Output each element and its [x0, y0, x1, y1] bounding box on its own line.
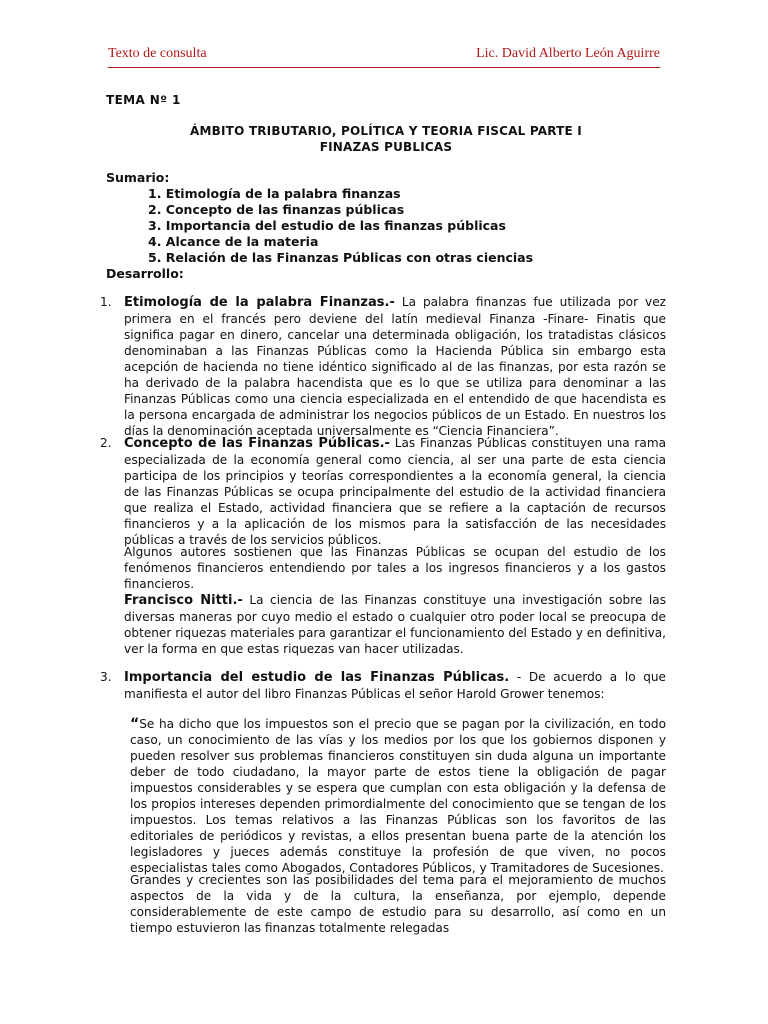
paragraph-algunos: Algunos autores sostienen que las Finanzas Públicas se ocupan del estudio de los fenómenos financieros entendiendo por tales a los ingresos financieros y a los gastos financieros.: [124, 545, 666, 591]
section-heading: Importancia del estudio de las Finanzas Públicas.: [124, 670, 510, 685]
quote-block: [130, 716, 666, 876]
header-right: Lic. David Alberto León Aguirre: [476, 46, 660, 61]
sumario-item: 4. Alcance de la materia: [148, 234, 319, 249]
sumario-list: [106, 186, 533, 266]
quote-text: Se ha dicho que los impuestos son el precio que se pagan por la civilización, en todo caso, un conocimiento de las vías y los medios por los que los gobiernos disponen y pueden resolver sus problemas financieros constituyen sin duda alguna un importante deber de todo ciudadano, la mayor parte de estos tiene la obligación de pagar impuestos considerables y se espera que cumplan con esta obligación y la defensa de los propios intereses dependen primordialmente del conocimiento que se tengan de los impuestos. Los temas relativos a las Finanzas Públicas son los favoritos de las editoriales de periódicos y revistas, a ellos presentan buena parte de la atención los legisladores y jueces además constituye la profesión de que viven, no pocos especialistas tales como Abogados, Contadores Públicos, y Tramitadores de Sucesiones.: [130, 717, 666, 875]
quote-mark: “: [130, 716, 140, 732]
section-1: [100, 294, 666, 439]
title-line-1: ÁMBITO TRIBUTARIO, POLÍTICA Y TEORIA FISCAL PARTE I: [190, 124, 582, 138]
section-body: Las Finanzas Públicas constituyen una rama especializada de la economía general como ciencia, al ser una parte de esta ciencia participa de los principios y teorías correspondientes a la economía general, la ciencia de las Finanzas Públicas se ocupa principalmente del estudio de la actividad financiera que realiza el Estado, actividad financiera que se refiere a la captación de recursos financieros y a la aplicación de los mismos para la satisfacción de las necesidades públicas a través de los servicios públicos.: [124, 436, 667, 547]
paragraph-nitti: [124, 592, 666, 657]
section-body: - De acuerdo a lo que manifiesta el autor del libro Finanzas Públicas el señor Harold Grower tenemos:: [124, 670, 666, 701]
section-body: La palabra finanzas fue utilizada por vez primera en el francés pero deviene del latín medieval Finanza -Finare- Finatis que significa pagar en dinero, cancelar una determinada obligación, los tratadistas clásicos denominaban a las Finanzas Públicas como la Hacienda Pública sin embargo esta acepción de hacienda no tiene idéntico significado al de las finanzas, por esta razón se ha derivado de la palabra hacendista que es lo que se utiliza para denominar a las Finanzas Públicas como una ciencia especializada en el entendido de que hacendista es la persona encargada de administrar los negocios públicos de un Estado. En nuestros los días la denominación aceptada universalmente es “Ciencia Financiera”.: [124, 295, 666, 438]
tema-label: TEMA Nº 1: [106, 93, 181, 107]
section-text: [124, 435, 666, 548]
section-heading: Concepto de las Finanzas Públicas.-: [124, 436, 390, 451]
sumario-item: 1. Etimología de la palabra finanzas: [148, 186, 401, 201]
sumario-item: 5. Relación de las Finanzas Públicas con otras ciencias: [148, 250, 534, 265]
document-title: [106, 123, 666, 155]
section-text: [124, 294, 666, 439]
title-line-2: FINAZAS PUBLICAS: [319, 140, 453, 154]
nitti-text: La ciencia de las Finanzas constituye una investigación sobre las diversas maneras por cuyo medio el estado o cualquier otro poder local se preocupa de obtener riquezas materiales para garantizar el funcionamiento del Estado y en definitiva, ver la forma en que estas riquezas van hacer utilizadas.: [124, 593, 666, 656]
page-header: [108, 46, 660, 68]
section-heading: Etimología de la palabra Finanzas.-: [124, 295, 395, 310]
paragraph-grandes: Grandes y crecientes son las posibilidades del tema para el mejoramiento de muchos aspectos de la vida y de la cultura, la enseñanza, por ejemplo, depende considerablemente de este campo de estudio para su desarrollo, así como en un tiempo estuvieron las finanzas totalmente relegadas: [130, 873, 666, 935]
sumario-item: 3. Importancia del estudio de las finanzas públicas: [148, 218, 506, 233]
section-number: 1.: [100, 295, 112, 309]
section-text: [124, 669, 666, 702]
nitti-name: Francisco Nitti.-: [124, 593, 243, 608]
section-3: [100, 669, 666, 702]
section-2: [100, 435, 667, 548]
section-number: 2.: [100, 436, 112, 450]
header-left: Texto de consulta: [108, 46, 207, 61]
sumario-item: 2. Concepto de las finanzas públicas: [148, 202, 405, 217]
sumario: [106, 170, 533, 282]
desarrollo-label: Desarrollo:: [106, 266, 184, 281]
sumario-label: Sumario:: [106, 170, 170, 185]
section-number: 3.: [100, 670, 112, 684]
